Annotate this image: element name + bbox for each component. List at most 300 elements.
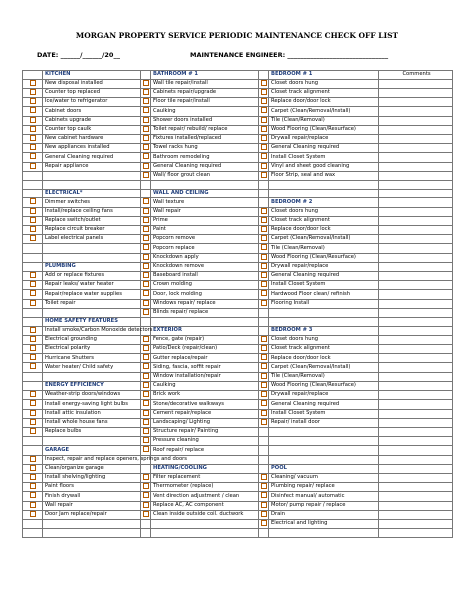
checkbox-cell[interactable] (23, 134, 43, 143)
checkbox-cell[interactable] (23, 107, 43, 116)
checkbox-cell[interactable] (259, 244, 269, 253)
checkbox[interactable] (30, 144, 36, 150)
comments-cell[interactable] (379, 171, 453, 180)
checkbox-cell[interactable] (259, 281, 269, 290)
checkbox[interactable] (30, 483, 36, 489)
checkbox-cell[interactable] (141, 207, 151, 216)
checkbox-cell[interactable] (259, 501, 269, 510)
comments-cell[interactable] (379, 244, 453, 253)
checkbox[interactable] (143, 235, 149, 241)
checkbox[interactable] (30, 217, 36, 223)
checkbox-cell[interactable] (141, 381, 151, 390)
checkbox[interactable] (143, 391, 149, 397)
comments-cell[interactable] (379, 308, 453, 317)
checkbox-cell[interactable] (259, 225, 269, 234)
checklist-item: Windows repair/ replace (151, 299, 259, 308)
comments-cell[interactable] (379, 262, 453, 271)
checkbox-cell (23, 308, 43, 317)
checkbox-cell[interactable] (259, 98, 269, 107)
checkbox[interactable] (143, 382, 149, 388)
checkbox[interactable] (30, 502, 36, 508)
comments-cell[interactable] (379, 98, 453, 107)
checkbox-cell[interactable] (259, 483, 269, 492)
comments-cell[interactable] (379, 235, 453, 244)
checkbox-cell[interactable] (141, 125, 151, 134)
checkbox-cell[interactable] (141, 235, 151, 244)
checkbox-cell[interactable] (259, 216, 269, 225)
checkbox[interactable] (261, 492, 267, 498)
comments-cell[interactable] (379, 446, 453, 455)
checkbox-cell[interactable] (141, 483, 151, 492)
checkbox-cell[interactable] (23, 418, 43, 427)
checkbox[interactable] (261, 89, 267, 95)
checkbox[interactable] (261, 511, 267, 517)
checkbox-cell[interactable] (23, 400, 43, 409)
checklist-item: Hurricane Shutters (43, 354, 141, 363)
comments-cell[interactable] (379, 290, 453, 299)
comments-cell[interactable] (379, 363, 453, 372)
comments-cell[interactable] (379, 116, 453, 125)
checkbox-cell[interactable] (141, 418, 151, 427)
comments-cell[interactable] (379, 372, 453, 381)
checkbox[interactable] (261, 235, 267, 241)
checkbox-cell[interactable] (141, 144, 151, 153)
checkbox-cell[interactable] (23, 326, 43, 335)
checkbox[interactable] (261, 135, 267, 141)
checkbox-cell[interactable] (23, 198, 43, 207)
checkbox-cell[interactable] (141, 335, 151, 344)
comments-cell[interactable] (379, 207, 453, 216)
checkbox-cell[interactable] (23, 363, 43, 372)
checkbox-cell[interactable] (23, 501, 43, 510)
checkbox[interactable] (30, 163, 36, 169)
comments-cell[interactable] (379, 271, 453, 280)
checklist-item (151, 317, 259, 326)
checkbox-cell[interactable] (23, 225, 43, 234)
comments-cell[interactable] (379, 253, 453, 262)
comments-cell[interactable] (379, 299, 453, 308)
checkbox[interactable] (261, 107, 267, 113)
checkbox-cell[interactable] (259, 116, 269, 125)
checkbox[interactable] (143, 217, 149, 223)
checkbox-cell[interactable] (141, 427, 151, 436)
checkbox[interactable] (143, 254, 149, 260)
checkbox-cell[interactable] (259, 125, 269, 134)
checkbox-cell[interactable] (23, 464, 43, 473)
checkbox-cell[interactable] (141, 98, 151, 107)
checkbox[interactable] (143, 474, 149, 480)
checkbox-cell[interactable] (259, 153, 269, 162)
comments-cell[interactable] (379, 198, 453, 207)
checkbox[interactable] (143, 126, 149, 132)
checkbox-cell[interactable] (259, 253, 269, 262)
checklist-item: Finish drywall (43, 492, 141, 501)
checkbox[interactable] (143, 153, 149, 159)
checkbox[interactable] (261, 520, 267, 526)
comments-cell[interactable] (379, 134, 453, 143)
checkbox-cell[interactable] (23, 125, 43, 134)
checkbox-cell[interactable] (259, 409, 269, 418)
checkbox[interactable] (261, 263, 267, 269)
checkbox-cell[interactable] (23, 483, 43, 492)
checkbox-cell[interactable] (141, 492, 151, 501)
comments-cell[interactable] (379, 519, 453, 528)
checkbox[interactable] (30, 89, 36, 95)
checkbox[interactable] (30, 345, 36, 351)
checkbox[interactable] (30, 300, 36, 306)
checkbox-cell (259, 317, 269, 326)
comments-cell[interactable] (379, 153, 453, 162)
checkbox[interactable] (261, 244, 267, 250)
checkbox[interactable] (30, 117, 36, 123)
checkbox[interactable] (261, 391, 267, 397)
checkbox[interactable] (143, 428, 149, 434)
checklist-item: General Cleaning required (43, 153, 141, 162)
checkbox[interactable] (143, 419, 149, 425)
checkbox[interactable] (261, 144, 267, 150)
checkbox-cell[interactable] (23, 335, 43, 344)
checklist-item: Cabinet doors (43, 107, 141, 116)
checkbox[interactable] (261, 254, 267, 260)
checkbox-cell[interactable] (141, 244, 151, 253)
checkbox-cell[interactable] (259, 363, 269, 372)
comments-cell[interactable] (379, 79, 453, 88)
checkbox[interactable] (30, 290, 36, 296)
checkbox[interactable] (261, 290, 267, 296)
checkbox-cell[interactable] (259, 235, 269, 244)
checkbox-cell[interactable] (141, 299, 151, 308)
checkbox[interactable] (30, 492, 36, 498)
checkbox-cell[interactable] (23, 473, 43, 482)
checkbox[interactable] (261, 226, 267, 232)
checkbox[interactable] (261, 419, 267, 425)
checkbox[interactable] (30, 474, 36, 480)
comments-cell[interactable] (379, 125, 453, 134)
checkbox-cell[interactable] (259, 381, 269, 390)
checkbox-cell[interactable] (141, 253, 151, 262)
comments-cell[interactable] (379, 335, 453, 344)
comments-cell[interactable] (379, 162, 453, 171)
checkbox-cell[interactable] (141, 409, 151, 418)
checklist-item (269, 180, 379, 189)
checkbox-cell[interactable] (259, 79, 269, 88)
checkbox[interactable] (143, 226, 149, 232)
checkbox[interactable] (30, 410, 36, 416)
checkbox-cell[interactable] (259, 400, 269, 409)
comments-cell[interactable] (379, 455, 453, 464)
comments-cell[interactable] (379, 88, 453, 97)
checkbox[interactable] (30, 235, 36, 241)
checkbox[interactable] (143, 163, 149, 169)
checkbox[interactable] (30, 126, 36, 132)
checkbox[interactable] (261, 217, 267, 223)
checkbox[interactable] (143, 272, 149, 278)
checkbox-cell[interactable] (141, 510, 151, 519)
checkbox[interactable] (143, 107, 149, 113)
checklist-item: Closet doors hung (269, 335, 379, 344)
checkbox[interactable] (143, 208, 149, 214)
checkbox-cell[interactable] (259, 171, 269, 180)
checkbox-cell[interactable] (23, 455, 43, 464)
checkbox[interactable] (261, 483, 267, 489)
checkbox-cell[interactable] (141, 225, 151, 234)
checkbox-cell[interactable] (259, 144, 269, 153)
checkbox[interactable] (30, 107, 36, 113)
checkbox-cell[interactable] (23, 153, 43, 162)
table-row (23, 400, 453, 409)
checkbox-cell[interactable] (259, 134, 269, 143)
checkbox-cell[interactable] (141, 354, 151, 363)
checkbox-cell[interactable] (259, 372, 269, 381)
checkbox[interactable] (30, 272, 36, 278)
checkbox[interactable] (30, 465, 36, 471)
checkbox-cell[interactable] (259, 354, 269, 363)
checkbox-cell[interactable] (259, 162, 269, 171)
checkbox[interactable] (261, 410, 267, 416)
checkbox-cell[interactable] (259, 335, 269, 344)
checkbox[interactable] (30, 354, 36, 360)
checkbox[interactable] (30, 336, 36, 342)
checkbox[interactable] (261, 363, 267, 369)
checkbox[interactable] (30, 281, 36, 287)
checkbox-cell[interactable] (23, 409, 43, 418)
comments-cell[interactable] (379, 409, 453, 418)
checkbox[interactable] (30, 98, 36, 104)
checkbox[interactable] (30, 135, 36, 141)
checkbox[interactable] (143, 502, 149, 508)
checkbox[interactable] (30, 456, 36, 462)
checkbox[interactable] (261, 163, 267, 169)
checkbox[interactable] (143, 290, 149, 296)
checkbox[interactable] (143, 345, 149, 351)
checkbox[interactable] (261, 502, 267, 508)
checkbox[interactable] (30, 226, 36, 232)
checkbox-cell[interactable] (259, 271, 269, 280)
checkbox[interactable] (143, 135, 149, 141)
checkbox-cell[interactable] (23, 492, 43, 501)
checkbox[interactable] (143, 98, 149, 104)
checkbox[interactable] (143, 263, 149, 269)
checkbox-cell[interactable] (141, 281, 151, 290)
checkbox-cell[interactable] (141, 134, 151, 143)
checkbox-cell[interactable] (141, 162, 151, 171)
checkbox-cell[interactable] (23, 98, 43, 107)
checkbox[interactable] (143, 244, 149, 250)
comments-cell[interactable] (379, 180, 453, 189)
comments-cell[interactable] (379, 144, 453, 153)
checkbox-cell[interactable] (259, 107, 269, 116)
comments-cell[interactable] (379, 427, 453, 436)
checklist-item: Closet track alignment (269, 88, 379, 97)
checkbox[interactable] (261, 474, 267, 480)
comments-cell[interactable] (379, 216, 453, 225)
checklist-item: Dimmer switches (43, 198, 141, 207)
checkbox[interactable] (261, 80, 267, 86)
checkbox[interactable] (261, 373, 267, 379)
comments-cell[interactable] (379, 510, 453, 519)
checkbox[interactable] (261, 300, 267, 306)
checkbox[interactable] (143, 198, 149, 204)
checkbox-cell[interactable] (141, 271, 151, 280)
checkbox-cell[interactable] (141, 107, 151, 116)
comments-cell[interactable] (379, 418, 453, 427)
checkbox[interactable] (261, 354, 267, 360)
checkbox[interactable] (261, 98, 267, 104)
checkbox-cell[interactable] (259, 510, 269, 519)
checkbox-cell[interactable] (23, 207, 43, 216)
checkbox[interactable] (143, 281, 149, 287)
checkbox-cell[interactable] (259, 519, 269, 528)
comments-cell[interactable] (379, 354, 453, 363)
checkbox-cell[interactable] (141, 345, 151, 354)
checkbox-cell[interactable] (23, 271, 43, 280)
checkbox-cell[interactable] (23, 281, 43, 290)
checkbox[interactable] (143, 80, 149, 86)
checkbox-cell[interactable] (141, 372, 151, 381)
comments-cell[interactable] (379, 326, 453, 335)
comments-cell[interactable] (379, 492, 453, 501)
comments-cell[interactable] (379, 473, 453, 482)
checkbox-cell[interactable] (23, 79, 43, 88)
checkbox-cell[interactable] (141, 290, 151, 299)
comments-cell[interactable] (379, 281, 453, 290)
checkbox[interactable] (30, 400, 36, 406)
checklist-item: Replace switch/outlet (43, 216, 141, 225)
checkbox-cell[interactable] (259, 290, 269, 299)
checkbox[interactable] (143, 300, 149, 306)
checkbox[interactable] (143, 89, 149, 95)
checkbox[interactable] (261, 208, 267, 214)
checkbox-cell[interactable] (141, 391, 151, 400)
checkbox[interactable] (30, 363, 36, 369)
checkbox[interactable] (143, 492, 149, 498)
checkbox[interactable] (30, 327, 36, 333)
checkbox[interactable] (143, 117, 149, 123)
checkbox-cell[interactable] (23, 235, 43, 244)
comments-cell[interactable] (379, 400, 453, 409)
checkbox[interactable] (143, 354, 149, 360)
comments-cell[interactable] (379, 464, 453, 473)
checkbox-cell[interactable] (141, 171, 151, 180)
checkbox[interactable] (30, 153, 36, 159)
checkbox[interactable] (261, 272, 267, 278)
checkbox-cell[interactable] (141, 88, 151, 97)
checklist-item: Install smoke/Carbon Monoxide detectors (43, 326, 141, 335)
checkbox[interactable] (261, 336, 267, 342)
checkbox-cell[interactable] (23, 116, 43, 125)
checkbox-cell[interactable] (23, 345, 43, 354)
checkbox[interactable] (261, 126, 267, 132)
checkbox-cell[interactable] (23, 216, 43, 225)
checkbox[interactable] (261, 281, 267, 287)
comments-cell[interactable] (379, 345, 453, 354)
checkbox[interactable] (143, 511, 149, 517)
checkbox-cell[interactable] (141, 363, 151, 372)
comments-cell[interactable] (379, 501, 453, 510)
checkbox-cell[interactable] (141, 79, 151, 88)
comments-cell[interactable] (379, 529, 453, 538)
checkbox[interactable] (143, 336, 149, 342)
checkbox-cell[interactable] (141, 216, 151, 225)
checkbox[interactable] (143, 400, 149, 406)
checkbox[interactable] (261, 153, 267, 159)
checkbox[interactable] (143, 483, 149, 489)
comments-cell[interactable] (379, 391, 453, 400)
checkbox[interactable] (143, 410, 149, 416)
checkbox[interactable] (261, 172, 267, 178)
checkbox[interactable] (261, 400, 267, 406)
checkbox[interactable] (143, 309, 149, 315)
checkbox[interactable] (30, 198, 36, 204)
comments-cell[interactable] (379, 381, 453, 390)
checkbox-cell[interactable] (259, 88, 269, 97)
checkbox-cell[interactable] (141, 153, 151, 162)
checkbox-cell[interactable] (23, 427, 43, 436)
checkbox[interactable] (143, 363, 149, 369)
table-row (23, 391, 453, 400)
checklist-item: Bathroom remodeling (151, 153, 259, 162)
comments-cell[interactable] (379, 107, 453, 116)
checkbox-cell[interactable] (259, 207, 269, 216)
checkbox-cell[interactable] (23, 144, 43, 153)
checkbox[interactable] (30, 208, 36, 214)
checkbox-cell[interactable] (23, 88, 43, 97)
checkbox-cell[interactable] (141, 308, 151, 317)
checkbox-cell[interactable] (259, 391, 269, 400)
checkbox-cell[interactable] (141, 501, 151, 510)
checkbox[interactable] (30, 391, 36, 397)
comments-cell[interactable] (379, 189, 453, 198)
checkbox-cell[interactable] (141, 198, 151, 207)
checkbox-cell[interactable] (141, 473, 151, 482)
checkbox-cell[interactable] (259, 262, 269, 271)
checkbox-cell[interactable] (23, 299, 43, 308)
checkbox-cell[interactable] (259, 418, 269, 427)
checkbox[interactable] (143, 172, 149, 178)
checkbox-cell[interactable] (23, 354, 43, 363)
checkbox[interactable] (143, 437, 149, 443)
checkbox-cell[interactable] (141, 262, 151, 271)
checkbox-cell[interactable] (23, 391, 43, 400)
checkbox-cell[interactable] (259, 473, 269, 482)
checkbox-cell[interactable] (23, 290, 43, 299)
checkbox[interactable] (143, 446, 149, 452)
checkbox-cell[interactable] (23, 162, 43, 171)
checkbox-cell[interactable] (259, 345, 269, 354)
checkbox[interactable] (143, 144, 149, 150)
checkbox[interactable] (30, 419, 36, 425)
checkbox[interactable] (261, 345, 267, 351)
checkbox-cell[interactable] (259, 492, 269, 501)
checkbox-cell[interactable] (141, 437, 151, 446)
checkbox-cell[interactable] (141, 400, 151, 409)
comments-cell[interactable] (379, 225, 453, 234)
comments-cell[interactable] (379, 317, 453, 326)
checkbox[interactable] (30, 511, 36, 517)
checkbox[interactable] (30, 80, 36, 86)
checkbox-cell[interactable] (141, 446, 151, 455)
comments-cell[interactable] (379, 437, 453, 446)
checkbox-cell[interactable] (259, 299, 269, 308)
checklist-item: Electrical grounding (43, 335, 141, 344)
checkbox[interactable] (261, 382, 267, 388)
checkbox-cell[interactable] (23, 510, 43, 519)
checkbox[interactable] (143, 373, 149, 379)
checkbox[interactable] (261, 117, 267, 123)
comments-cell[interactable] (379, 483, 453, 492)
checkbox[interactable] (30, 428, 36, 434)
checkbox-cell[interactable] (141, 116, 151, 125)
